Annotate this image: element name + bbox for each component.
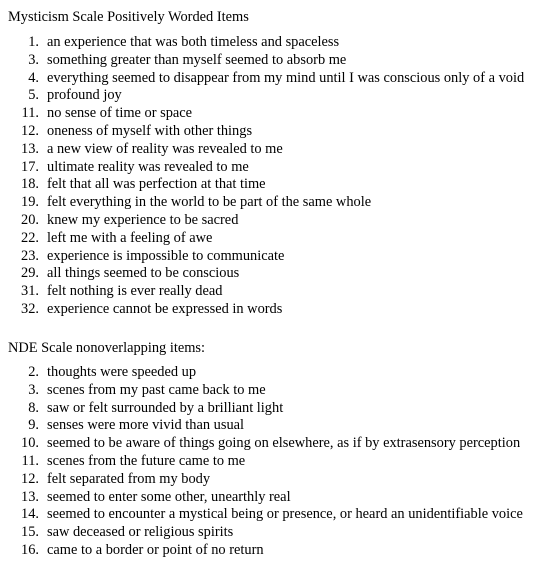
item-text: oneness of myself with other things <box>47 122 253 139</box>
item-number: 23. <box>21 247 39 264</box>
item-text: experience is impossible to communicate <box>47 247 285 264</box>
item-number: 31. <box>21 283 39 300</box>
item-text: thoughts were speeded up <box>47 364 197 380</box>
item-text: no sense of time or space <box>47 105 193 122</box>
item-text: all things seemed to be conscious <box>47 265 240 282</box>
item-number: 15. <box>21 524 39 541</box>
item-text: seemed to enter some other, unearthly real <box>47 488 291 505</box>
item-number: 5. <box>28 87 39 104</box>
item-text: scenes from my past came back to me <box>47 381 266 398</box>
item-text: felt that all was perfection at that time <box>47 176 266 193</box>
item-number: 2. <box>28 364 39 380</box>
item-text: profound joy <box>47 87 122 104</box>
item-number: 16. <box>21 541 39 558</box>
item-text: felt separated from my body <box>47 470 211 487</box>
item-number: 10. <box>21 435 39 452</box>
item-text: everything seemed to disappear from my mind until I was conscious only of a void <box>47 69 525 86</box>
item-number: 22. <box>21 229 39 246</box>
item-number: 11. <box>21 452 39 469</box>
item-text: scenes from the future came to me <box>47 452 246 469</box>
item-number: 3. <box>28 51 39 68</box>
item-text: seemed to encounter a mystical being or presence, or heard an unidentifiable voice <box>47 506 523 523</box>
item-number: 18. <box>21 176 39 193</box>
item-number: 13. <box>21 140 39 157</box>
item-text: ultimate reality was revealed to me <box>47 158 249 175</box>
item-number: 29. <box>21 265 39 282</box>
item-text: saw deceased or religious spirits <box>47 524 234 541</box>
item-text: came to a border or point of no return <box>47 541 264 558</box>
item-number: 8. <box>28 399 39 416</box>
item-text: felt everything in the world to be part of the same whole <box>47 194 372 211</box>
item-number: 12. <box>21 470 39 487</box>
item-number: 12. <box>21 122 39 139</box>
item-text: saw or felt surrounded by a brilliant light <box>47 399 284 416</box>
item-text: an experience that was both timeless and spaceless <box>47 34 340 50</box>
item-text: something greater than myself seemed to absorb me <box>47 51 347 68</box>
item-number: 14. <box>21 506 39 523</box>
item-number: 11. <box>21 105 39 122</box>
item-text: a new view of reality was revealed to me <box>47 140 283 157</box>
item-number: 3. <box>28 381 39 398</box>
item-text: left me with a feeling of awe <box>47 229 213 246</box>
item-number: 9. <box>28 417 39 434</box>
item-number: 1. <box>28 34 39 50</box>
item-text: seemed to be aware of things going on elsewhere, as if by extrasensory perception <box>47 435 521 452</box>
item-text: felt nothing is ever really dead <box>47 283 223 300</box>
item-text: experience cannot be expressed in words <box>47 300 283 317</box>
item-number: 17. <box>21 158 39 175</box>
section-title-mysticism: Mysticism Scale Positively Worded Items <box>8 9 249 25</box>
item-number: 4. <box>28 69 39 86</box>
section-title-nde: NDE Scale nonoverlapping items: <box>8 340 206 356</box>
item-text: knew my experience to be sacred <box>47 211 239 228</box>
item-number: 20. <box>21 211 39 228</box>
item-number: 13. <box>21 488 39 505</box>
item-number: 19. <box>21 194 39 211</box>
item-number: 32. <box>21 300 39 317</box>
item-text: senses were more vivid than usual <box>47 417 245 434</box>
